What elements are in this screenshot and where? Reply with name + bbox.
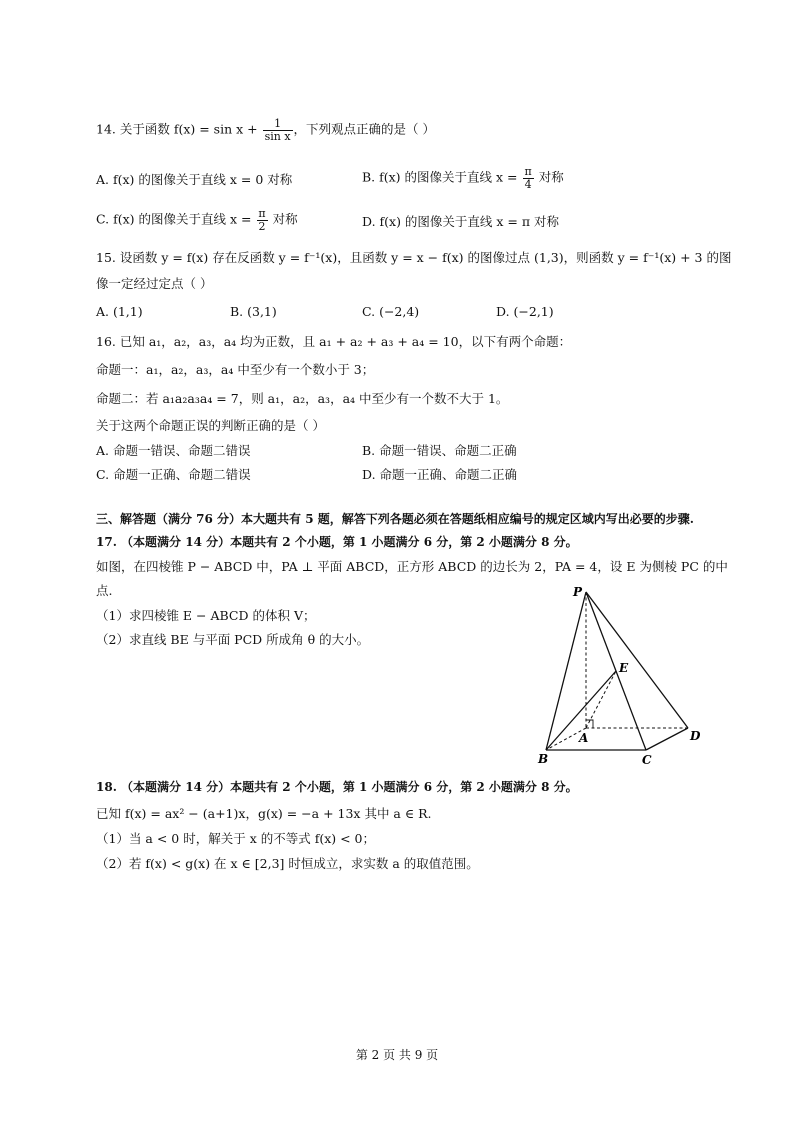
page-footer: 第 2 页 共 9 页 (355, 1048, 439, 1062)
q17-part-2: （2）求直线 BE 与平面 PCD 所成角 θ 的大小。 (96, 632, 370, 647)
label-b: B (538, 752, 549, 766)
q14-fraction (263, 118, 293, 142)
q14-option-b-num: π (524, 165, 532, 178)
q14-option-c-text: C. f(x) 的图像关于直线 x = (96, 211, 256, 227)
edge-cd (646, 728, 688, 750)
q16-option-b: B. 命题一错误、命题二正确 (362, 443, 517, 458)
q14-stem-tail: ，下列观点正确的是（ ） (293, 121, 436, 137)
label-p: P (573, 585, 583, 599)
q16-option-c: C. 命题一正确、命题二错误 (96, 467, 251, 482)
q17-stem-line2: 点. (96, 583, 113, 598)
q18-stem: 已知 f(x) = ax² − (a+1)x，g(x) = −a + 13x 其中 a ∈ R. (96, 806, 432, 821)
q17-stem-line1: 如图，在四棱锥 P − ABCD 中，PA ⊥ 平面 ABCD，正方形 ABCD 的边长为 2，PA = 4，设 E 为侧棱 PC 的中 (96, 559, 728, 574)
q17-header: 17. （本题满分 14 分）本题共有 2 个小题，第 1 小题满分 6 分，第 2 小题满分 8 分。 (96, 535, 578, 549)
q14-option-b-den: 4 (524, 177, 532, 191)
q14-option-b-tail: 对称 (534, 169, 564, 185)
q14-option-b-text: B. f(x) 的图像关于直线 x = (362, 169, 522, 185)
label-e: E (619, 661, 629, 675)
label-c: C (642, 753, 652, 767)
edge-pb (546, 592, 589, 750)
q14-frac-num: 1 (274, 117, 282, 130)
q18-header: 18. （本题满分 14 分）本题共有 2 个小题，第 1 小题满分 6 分，第 2 小题满分 8 分。 (96, 780, 578, 794)
q14-stem (96, 118, 435, 142)
q14-option-c-tail: 对称 (268, 211, 298, 227)
q15-option-d: D. (−2,1) (496, 304, 554, 319)
q16-option-a: A. 命题一错误、命题二错误 (96, 443, 251, 458)
q16-stem: 16. 已知 a₁，a₂，a₃，a₄ 均为正数，且 a₁ + a₂ + a₃ + a₄ = 10，以下有两个命题： (96, 334, 572, 349)
q18-part-2: （2）若 f(x) < g(x) 在 x ∈ [2,3] 时恒成立，求实数 a 的取值范围。 (96, 856, 479, 871)
q17-part-1: （1）求四棱锥 E − ABCD 的体积 V； (96, 608, 316, 623)
q15-stem-line2: 像一定经过定点（ ） (96, 276, 213, 291)
q14-option-b (362, 166, 564, 190)
q14-option-c-frac (256, 208, 267, 232)
label-a: A (579, 731, 589, 745)
q15-option-a: A. (1,1) (96, 304, 143, 319)
q15-option-c: C. (−2,4) (362, 304, 420, 319)
q14-option-c (96, 208, 298, 232)
q14-option-d: D. f(x) 的图像关于直线 x = π 对称 (362, 214, 560, 229)
q18-part-1: （1）当 a < 0 时，解关于 x 的不等式 f(x) < 0； (96, 831, 375, 846)
q14-option-c-num: π (258, 207, 266, 220)
q14-frac-den: sin x (264, 129, 291, 143)
label-d: D (690, 729, 701, 743)
q15-stem-line1: 15. 设函数 y = f(x) 存在反函数 y = f⁻¹(x)，且函数 y = x − f(x) 的图像过点 (1,3)，则函数 y = f⁻¹(x) + 3 的图 (96, 250, 732, 265)
q14-option-a: A. f(x) 的图像关于直线 x = 0 对称 (96, 172, 293, 187)
pyramid-figure (536, 580, 706, 770)
q15-option-b: B. (3,1) (230, 304, 277, 319)
q16-option-d: D. 命题一正确、命题二正确 (362, 467, 518, 482)
section-3-heading: 三、解答题（满分 76 分）本大题共有 5 题，解答下列各题必须在答题纸相应编号的规定区域内写出必要的步骤. (96, 512, 694, 526)
q14-option-b-frac (522, 166, 533, 190)
edge-pd (586, 592, 688, 728)
q16-proposition-2: 命题二：若 a₁a₂a₃a₄ = 7，则 a₁，a₂，a₃，a₄ 中至少有一个数不大于 1。 (96, 391, 509, 406)
q16-question: 关于这两个命题正误的判断正确的是（ ） (96, 418, 325, 433)
q16-proposition-1: 命题一：a₁，a₂，a₃，a₄ 中至少有一个数小于 3； (96, 362, 375, 377)
q14-stem-text: 14. 关于函数 f(x) = sin x + (96, 121, 262, 137)
q14-option-c-den: 2 (258, 219, 266, 233)
